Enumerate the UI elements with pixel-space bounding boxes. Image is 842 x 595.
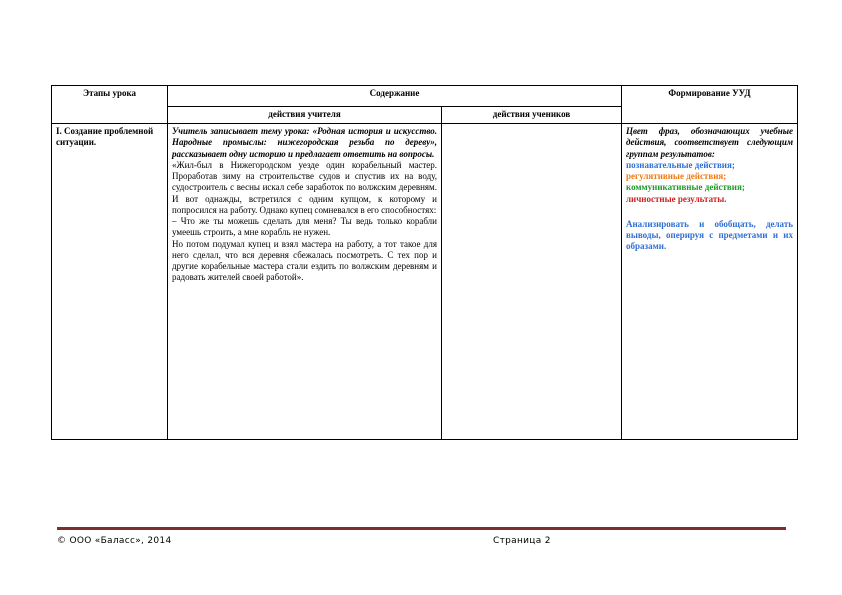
story-paragraph: – Что же ты можешь сделать для меня? Ты ведь только корабли умеешь строить, а мне корабль не нужен. (172, 216, 437, 238)
teacher-actions-cell (168, 124, 442, 440)
header-uud: Формирование УУД (622, 86, 798, 124)
footer-page-number: Страница 2 (493, 536, 551, 546)
uud-task: Анализировать и обобщать, делать выводы, оперируя с предметами и их образами. (626, 218, 793, 252)
table-row (52, 124, 798, 440)
header-content: Содержание (168, 86, 622, 107)
student-actions-cell (442, 124, 622, 440)
header-teacher-actions: действия учителя (168, 107, 442, 124)
uud-personal: личностные результаты. (626, 193, 727, 204)
uud-intro: Цвет фраз, обозначающих учебные действия, соответствует следующим группам результатов: (626, 126, 793, 159)
lesson-table (51, 85, 798, 440)
uud-communicative: коммуникативные действия; (626, 182, 745, 193)
header-stages: Этапы урока (52, 86, 168, 124)
uud-regulatory: регулятивные действия; (626, 171, 727, 181)
footer-copyright: © ООО «Баласс», 2014 (57, 536, 172, 546)
uud-cell (622, 124, 798, 440)
footer-rule (57, 527, 786, 530)
header-student-actions: действия учеников (442, 107, 622, 124)
uud-cognitive: познавательные действия; (626, 159, 735, 170)
story-paragraph: Но потом подумал купец и взял мастера на работу, а тот такое для него сделал, что вся деревня сбежалась посмотреть. С тех пор и другие корабельные мастера стали ездить по волжским деревням и радовать жителей своей работой». (172, 238, 437, 283)
teacher-intro: Учитель записывает тему урока: «Родная история и искусство. Народные промыслы: нижегородская резьба по дереву», рассказывает одну историю и предлагает ответить на вопросы. (172, 126, 437, 159)
stage-cell: I. Создание проблемной ситуации. (52, 124, 168, 440)
story-paragraph: «Жил-был в Нижегородском уезде один корабельный мастер. Проработав зиму на строительстве судов и спустив их на воду, судостроитель с весны искал себе заработок по волжским деревням. И вот однажды, встретился с одним купцом, к которому и попросился на работу. Однако купец сомневался в его способностях: (172, 159, 437, 215)
